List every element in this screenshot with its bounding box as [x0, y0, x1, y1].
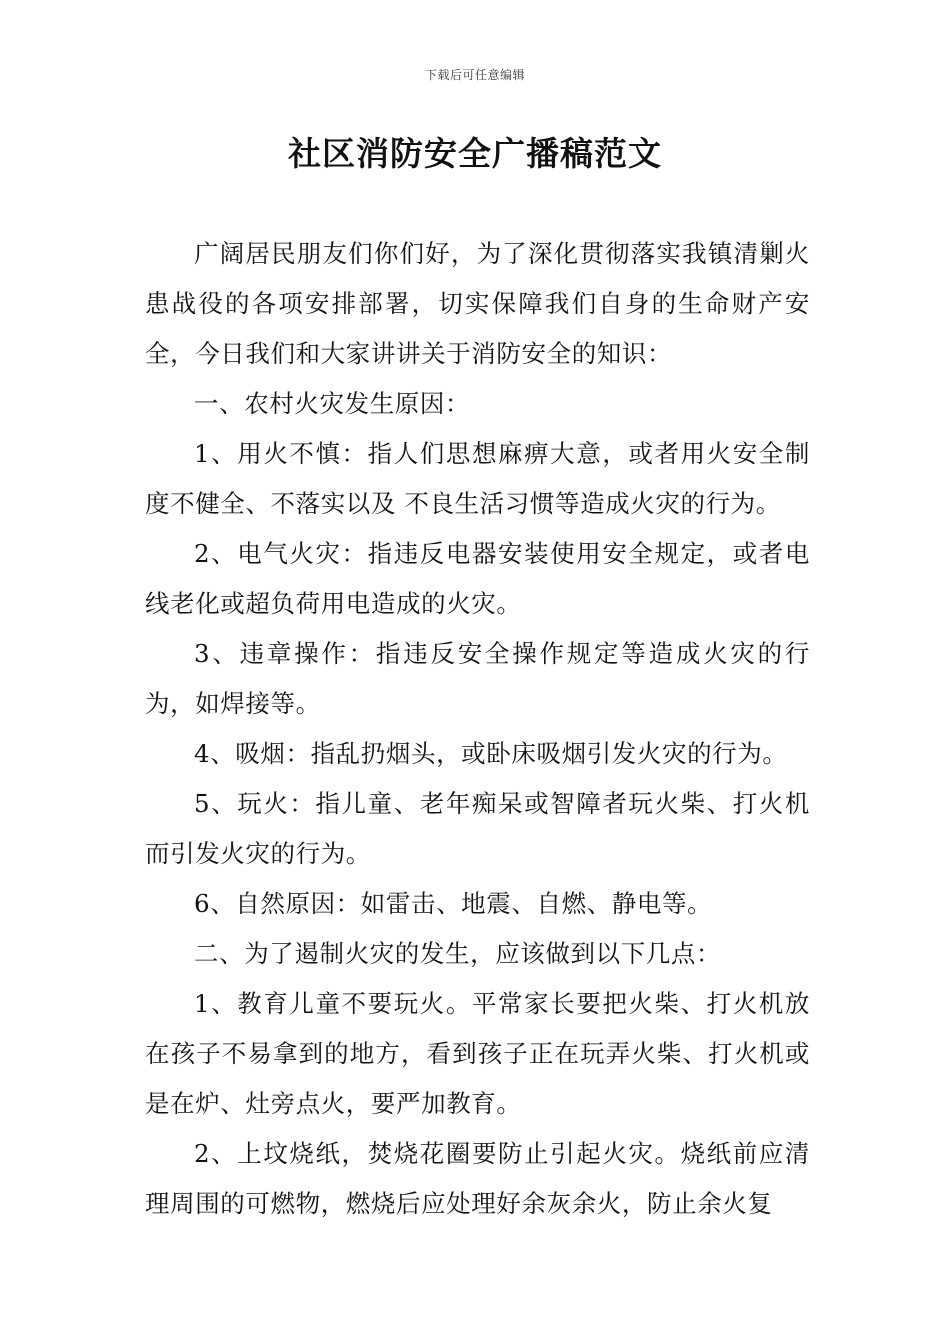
cause-item-1: 1、用火不慎：指人们思想麻痹大意，或者用火安全制度不健全、不落实以及 不良生活习惯等造成火灾的行为。 [145, 439, 810, 518]
cause-item-6: 6、自然原因：如雷击、地震、自燃、静电等。 [194, 889, 713, 918]
prevention-item-1: 1、教育儿童不要玩火。平常家长要把火柴、打火机放在孩子不易拿到的地方，看到孩子正在玩弄火柴、打火机或是在炉、灶旁点火，要严加教育。 [145, 989, 810, 1118]
section-heading-causes: 一、农村火灾发生原因： [194, 389, 471, 418]
intro-paragraph: 广阔居民朋友们你们好，为了深化贯彻落实我镇清剿火患战役的各项安排部署，切实保障我们自身的生命财产安全，今日我们和大家讲讲关于消防安全的知识： [145, 239, 810, 368]
cause-item-4: 4、吸烟：指乱扔烟头，或卧床吸烟引发火灾的行为。 [194, 739, 788, 768]
cause-item-5: 5、玩火：指儿童、老年痴呆或智障者玩火柴、打火机而引发火灾的行为。 [145, 789, 810, 868]
header-note: 下载后可任意编辑 [424, 68, 525, 82]
document-title: 社区消防安全广播稿范文 [288, 134, 662, 173]
cause-item-2: 2、电气火灾：指违反电器安装使用安全规定，或者电线老化或超负荷用电造成的火灾。 [145, 539, 810, 618]
cause-item-3: 3、违章操作：指违反安全操作规定等造成火灾的行为，如焊接等。 [145, 639, 810, 718]
section-heading-prevention: 二、为了遏制火灾的发生，应该做到以下几点： [194, 939, 722, 968]
document-body [145, 229, 810, 1229]
prevention-item-2: 2、上坟烧纸，焚烧花圈要防止引起火灾。烧纸前应清理周围的可燃物，燃烧后应处理好余灰余火，防止余火复 [145, 1139, 810, 1218]
